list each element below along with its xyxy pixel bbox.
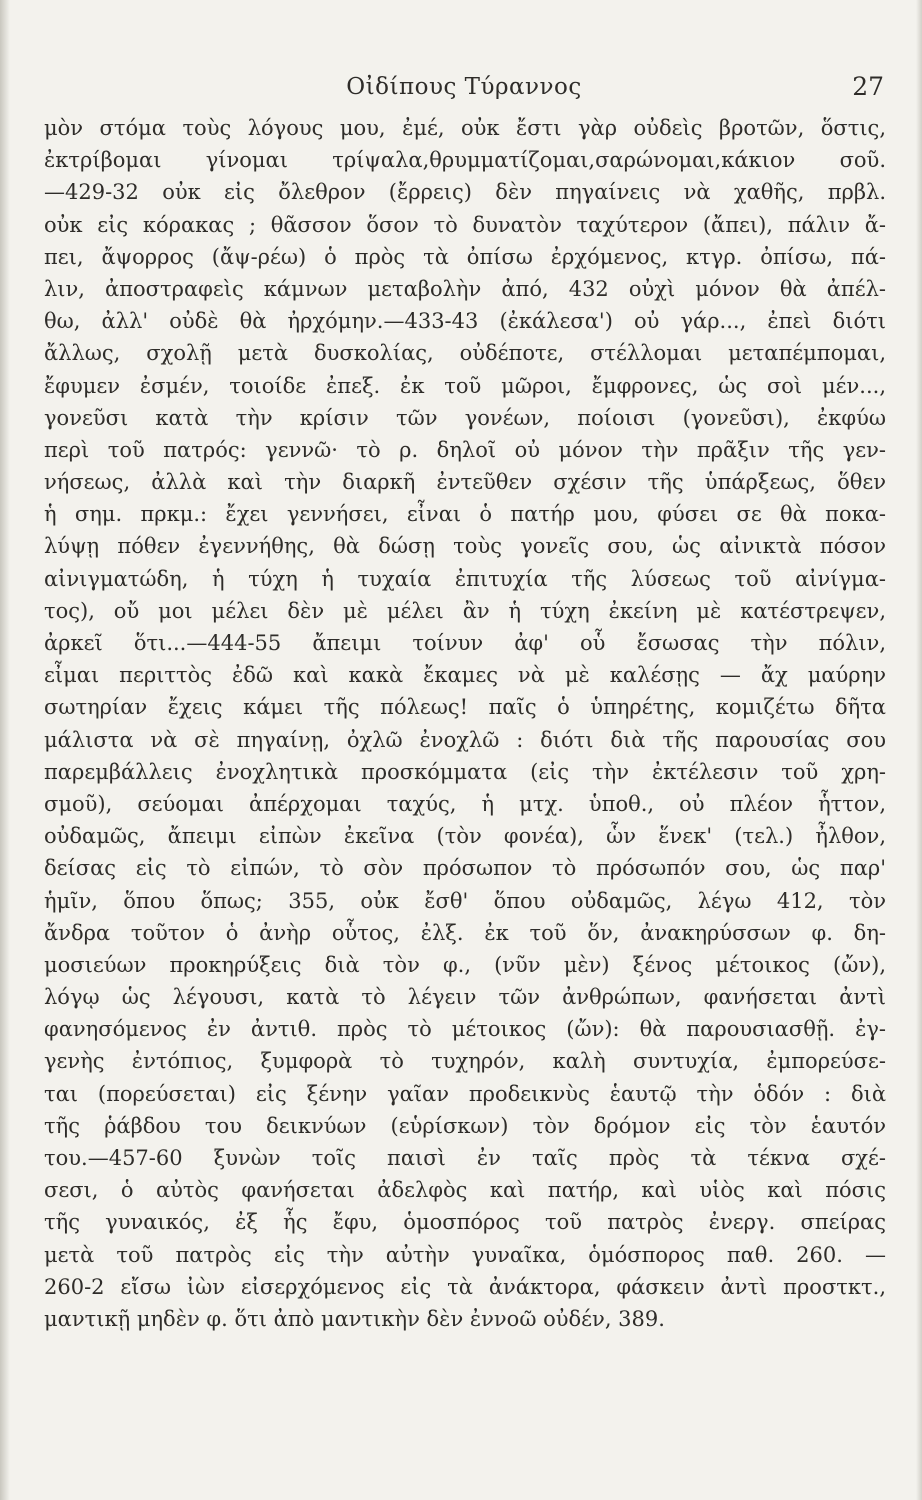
text-line: ἀρκεῖ ὅτι...—444-55 ἄπειμι τοίνυν ἀφ' οὗ ἔσωσας τὴν πόλιν, [44,631,886,655]
text-line: μάλιστα νὰ σὲ πηγαίνῃ, ὀχλῶ ἐνοχλῶ : διότι διὰ τῆς παρουσίας σου [44,727,886,752]
text-line: ἔφυμεν ἐσμέν, τοιοίδε ἐπεξ. ἐκ τοῦ μῶροι, ἔμφρονες, ὡς σοὶ μέν..., [44,373,886,398]
text-line: ται (πορεύσεται) εἰς ξένην γαῖαν προδεικνὺς ἑαυτῷ τὴν ὁδόν : διὰ [44,1081,886,1106]
text-line: σωτηρίαν ἔχεις κάμει τῆς πόλεως! παῖς ὁ ὑπηρέτης, κομιζέτω δῆτα [44,695,886,720]
text-line: φανησόμενος ἐν ἀντιθ. πρὸς τὸ μέτοικος (ὤν): θὰ παρουσιασθῇ. ἐγ- [44,1017,886,1042]
text-line: ἡμῖν, ὅπου ὅπως; 355, οὐκ ἔσθ' ὅπου οὐδαμῶς, λέγω 412, τὸν [44,888,886,913]
page-right-shadow [916,0,922,1500]
commentary-text [44,112,886,1335]
text-line: εἶμαι περιττὸς ἐδῶ καὶ κακὰ ἔκαμες νὰ μὲ καλέσῃς — ἄχ μαύρην [44,663,886,688]
text-line: περὶ τοῦ πατρός: γεννῶ· τὸ ρ. δηλοῖ οὐ μόνον τὴν πρᾶξιν τῆς γεν- [44,437,886,462]
text-line: λύψῃ πόθεν ἐγεννήθης, θὰ δώσῃ τοὺς γονεῖς σου, ὡς αἰνικτὰ πόσον [44,534,886,559]
text-line: γενὴς ἐντόπιος, ξυμφορὰ τὸ τυχηρόν, καλὴ συντυχία, ἐμπορεύσε- [44,1049,886,1074]
text-line: μοσιεύων προκηρύξεις διὰ τὸν φ., (νῦν μὲν) ξένος μέτοικος (ὤν), [44,952,886,977]
text-line: ἄνδρα τοῦτον ὁ ἀνὴρ οὗτος, ἐλξ. ἐκ τοῦ ὅν, ἀνακηρύσσων φ. δη- [44,920,886,945]
text-line: παρεμβάλλεις ἐνοχλητικὰ προσκόμματα (εἰς τὴν ἐκτέλεσιν τοῦ χρη- [44,759,886,784]
text-line: μὸν στόμα τοὺς λόγους μου, ἐμέ, οὐκ ἔστι γὰρ οὐδεὶς βροτῶν, ὅστις, [44,116,886,140]
text-line: σεσι, ὁ αὐτὸς φανήσεται ἀδελφὸς καὶ πατήρ, καὶ υἱὸς καὶ πόσις [44,1178,886,1203]
page-number: 27 [852,72,884,101]
text-line: τῆς ῥάβδου του δεικνύων (εὑρίσκων) τὸν δρόμον εἰς τὸν ἑαυτόν [44,1113,886,1138]
text-line: μαντικῇ μηδὲν φ. ὅτι ἀπὸ μαντικὴν δὲν ἐννοῶ οὐδέν, 389. [44,1306,665,1331]
text-line: ἡ σημ. πρκμ.: ἔχει γεννήσει, εἶναι ὁ πατήρ μου, φύσει σε θὰ ποκα- [44,502,886,527]
page-header [44,68,884,108]
text-line: λιν, ἀποστραφεὶς κάμνων μεταβολὴν ἀπό, 432 οὐχὶ μόνον θὰ ἀπέλ- [44,276,886,301]
text-line: μετὰ τοῦ πατρὸς εἰς τὴν αὐτὴν γυναῖκα, ὁμόσπορος παθ. 260. — [44,1242,886,1267]
text-line: τος), οὔ μοι μέλει δὲν μὲ μέλει ἂν ἡ τύχη ἐκείνη μὲ κατέστρεψεν, [44,598,886,623]
text-line: τῆς γυναικός, ἐξ ἧς ἔφυ, ὁμοσπόρος τοῦ πατρὸς ἐνεργ. σπείρας [44,1210,886,1235]
text-line: ἄλλως, σχολῇ μετὰ δυσκολίας, οὐδέποτε, στέλλομαι μεταπέμπομαι, [44,341,886,366]
text-line: δείσας εἰς τὸ εἰπών, τὸ σὸν πρόσωπον τὸ πρόσωπόν σου, ὡς παρ' [44,856,886,881]
text-line: αἰνιγματώδη, ἡ τύχη ἡ τυχαία ἐπιτυχία τῆς λύσεως τοῦ αἰνίγμα- [44,566,886,591]
text-line: θω, ἀλλ' οὐδὲ θὰ ἠρχόμην.—433-43 (ἐκάλεσα') οὐ γάρ..., ἐπεὶ διότι [44,309,886,334]
text-line: γονεῦσι κατὰ τὴν κρίσιν τῶν γονέων, ποίοισι (γονεῦσι), ἐκφύω [44,405,886,430]
text-line: —429-32 οὐκ εἰς ὄλεθρον (ἔρρεις) δὲν πηγαίνεις νὰ χαθῆς, πρβλ. [44,180,886,205]
page-left-shadow [0,0,10,1500]
text-line: σμοῦ), σεύομαι ἀπέρχομαι ταχύς, ἡ μτχ. ὑποθ., οὐ πλέον ἧττον, [44,791,886,816]
text-line: οὐκ εἰς κόρακας ; θᾶσσον ὅσον τὸ δυνατὸν ταχύτερον (ἄπει), πάλιν ἄ- [44,212,886,237]
running-title: Οἰδίπους Τύραννος [346,74,582,100]
text-line: ἐκτρίβομαι γίνομαι τρίψαλα,θρυμματίζομαι,σαρώνομαι,κάκιον σοῦ. [44,148,886,173]
text-line: νήσεως, ἀλλὰ καὶ τὴν διαρκῆ ἐντεῦθεν σχέσιν τῆς ὑπάρξεως, ὅθεν [44,470,886,495]
text-line: του.—457-60 ξυνὼν τοῖς παισὶ ἐν ταῖς πρὸς τὰ τέκνα σχέ- [44,1146,886,1170]
text-line: πει, ἄψορρος (ἄψ-ρέω) ὁ πρὸς τὰ ὀπίσω ἐρχόμενος, κτγρ. ὀπίσω, πά- [44,244,886,269]
text-line: οὐδαμῶς, ἄπειμι εἰπὼν ἐκεῖνα (τὸν φονέα), ὧν ἕνεκ' (τελ.) ἦλθον, [44,824,886,849]
text-line: λόγῳ ὡς λέγουσι, κατὰ τὸ λέγειν τῶν ἀνθρώπων, φανήσεται ἀντὶ [44,985,886,1010]
text-line: 260-2 εἴσω ἰὼν εἰσερχόμενος εἰς τὰ ἀνάκτορα, φάσκειν ἀντὶ προστκτ., [44,1274,886,1299]
